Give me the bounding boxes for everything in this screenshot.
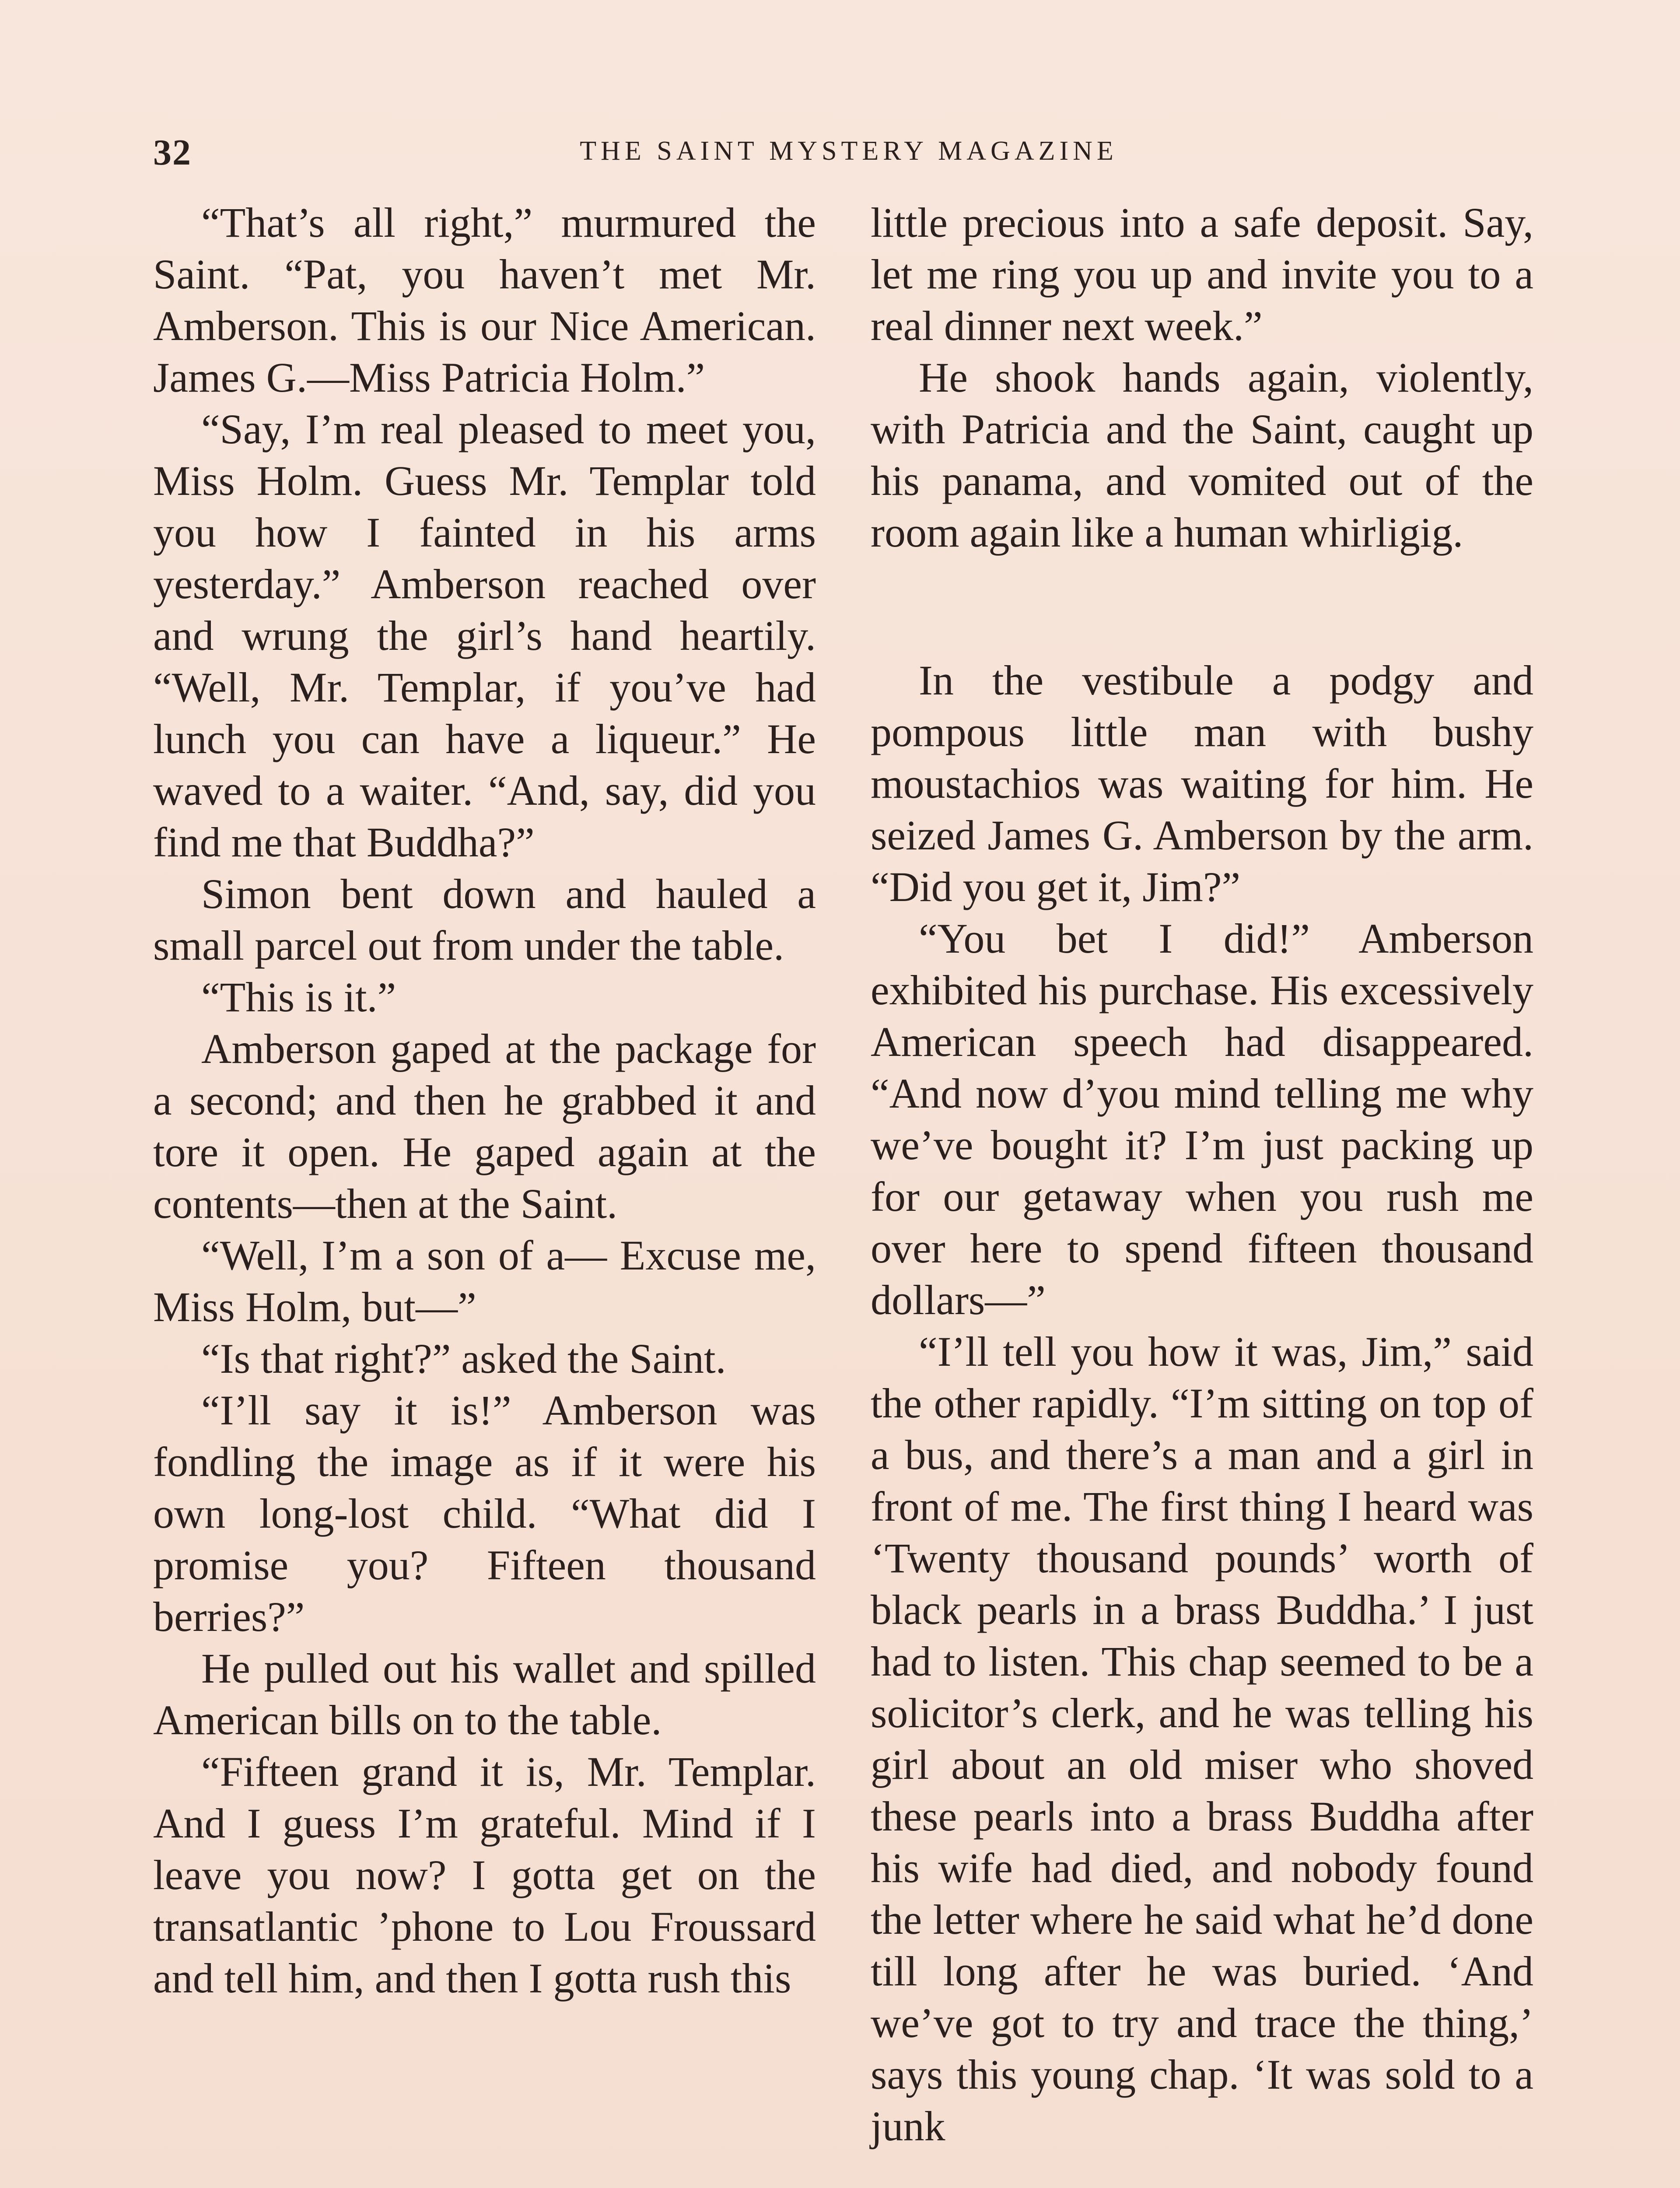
- paragraph: “I’ll say it is!” Amberson was fondling the image as if it were his own long-lost child. “What did I promise you? Fifteen thousand berries?”: [153, 1387, 816, 1640]
- paragraph: “This is it.”: [201, 974, 396, 1020]
- section-break-paragraph: In the vestibule a podgy and pompous little man with bushy moustachios was waiting for him. He seized James G. Amberson by the arm. “Did you get it, Jim?”: [871, 657, 1533, 910]
- running-title: THE SAINT MYSTERY MAGAZINE: [580, 136, 1118, 166]
- paragraph: “That’s all right,” murmured the Saint. “Pat, you haven’t met Mr. Amberson. This is our Nice American. James G.—Miss Patricia Holm.”: [153, 199, 816, 401]
- right-column: [871, 197, 1533, 2152]
- paragraph: “Fifteen grand it is, Mr. Templar. And I guess I’m grateful. Mind if I leave you now? I gotta get on the transatlantic ’phone to Lou Froussard and tell him, and then I gotta rush this: [153, 1748, 816, 2002]
- paragraph: “You bet I did!” Amberson exhibited his purchase. His excessively American speech had disappeared. “And now d’you mind telling me why we’ve bought it? I’m just packing up for our getaway when you rush me over here to spend fifteen thousand dollars—”: [871, 915, 1533, 1323]
- left-column: [153, 197, 816, 2004]
- paragraph: “Is that right?” asked the Saint.: [201, 1335, 726, 1382]
- paragraph-continued: little precious into a safe deposit. Say, let me ring you up and invite you to a real dinner next week.”: [871, 199, 1533, 349]
- paragraph: “I’ll tell you how it was, Jim,” said the other rapidly. “I’m sitting on top of a bus, and there’s a man and a girl in front of me. The first thing I heard was ‘Twenty thousand pounds’ worth of black pearls in a brass Buddha.’ I just had to listen. This chap seemed to be a solicitor’s clerk, and he was telling his girl about an old miser who shoved these pearls into a brass Buddha after his wife had died, and nobody found the letter where he said what he’d done till long after he was buried. ‘And we’ve got to try and trace the thing,’ says this young chap. ‘It was sold to a junk: [871, 1328, 1533, 2149]
- page-number: 32: [153, 132, 192, 173]
- paragraph: Amberson gaped at the package for a second; and then he grabbed it and tore it open. He gaped again at the contents—then at the Saint.: [153, 1025, 816, 1227]
- paragraph: “Say, I’m real pleased to meet you, Miss Holm. Guess Mr. Templar told you how I fainted in his arms yesterday.” Amberson reached over and wrung the girl’s hand heartily. “Well, Mr. Templar, if you’ve had lunch you can have a liqueur.” He waved to a waiter. “And, say, did you find me that Buddha?”: [153, 406, 816, 866]
- paragraph: He pulled out his wallet and spilled American bills on to the table.: [153, 1645, 816, 1743]
- paragraph: He shook hands again, violently, with Patricia and the Saint, caught up his panama, and vomited out of the room again like a human whirligig.: [871, 354, 1533, 556]
- paragraph: Simon bent down and hauled a small parcel out from under the table.: [153, 870, 816, 969]
- paragraph: “Well, I’m a son of a— Excuse me, Miss Holm, but—”: [153, 1232, 816, 1330]
- page-header: [153, 131, 1544, 184]
